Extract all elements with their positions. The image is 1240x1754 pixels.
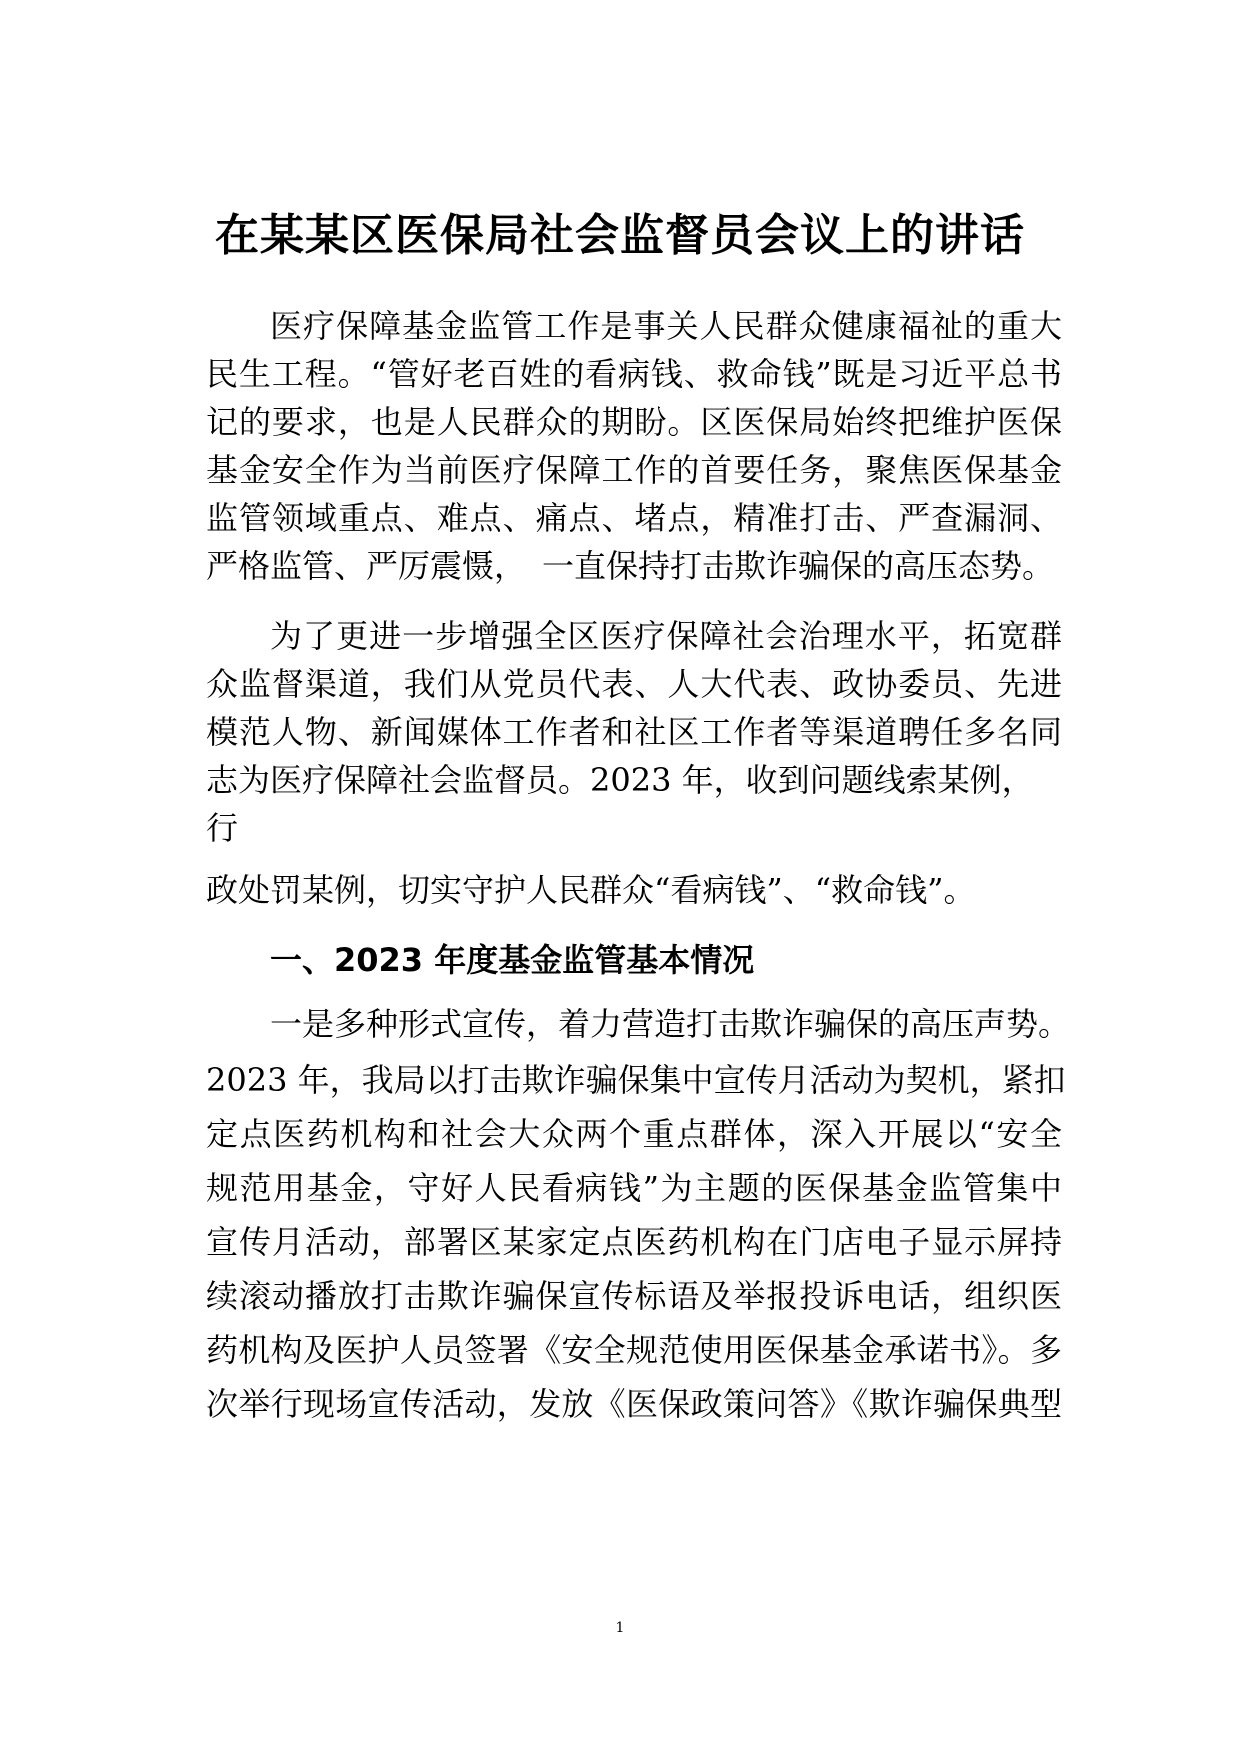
paragraph-3-line-3: 定点医药机构和社会大众两个重点群体，深入开展以“安全 [206,1115,1062,1153]
paragraph-2-line-6: 政处罚某例，切实守护人民群众“看病钱”、“救命钱”。 [206,871,976,909]
paragraph-1-line-2: 民生工程。“管好老百姓的看病钱、救命钱”既是习近平总书 [206,355,1062,393]
document-title: 在某某区医保局社会监督员会议上的讲话 [215,210,1025,261]
paragraph-2-line-1: 为了更进一步增强全区医疗保障社会治理水平，拓宽群 [270,617,1062,655]
paragraph-2-line-2: 众监督渠道，我们从党员代表、人大代表、政协委员、先进 [206,665,1062,703]
paragraph-1-line-4: 基金安全作为当前医疗保障工作的首要任务，聚焦医保基金 [206,451,1062,489]
paragraph-1-line-5: 监管领域重点、难点、痛点、堵点，精准打击、严查漏洞、 [206,499,1062,537]
paragraph-3-line-2: 2023 年，我局以打击欺诈骗保集中宣传月活动为契机，紧扣 [206,1061,1066,1099]
paragraph-3-line-1: 一是多种形式宣传，着力营造打击欺诈骗保的高压声势。 [270,1005,1071,1043]
paragraph-1-line-1: 医疗保障基金监管工作是事关人民群众健康福祉的重大 [270,307,1062,345]
paragraph-2-line-3: 模范人物、新闻媒体工作者和社区工作者等渠道聘任多名同 [206,713,1062,751]
paragraph-2-line-5: 行 [206,809,239,847]
paragraph-1-line-3: 记的要求，也是人民群众的期盼。区医保局始终把维护医保 [206,403,1062,441]
paragraph-2-line-4: 志为医疗保障社会监督员。2023 年，收到问题线索某例， [206,761,1034,799]
paragraph-3-line-7: 药机构及医护人员签署《安全规范使用医保基金承诺书》。多 [206,1331,1062,1369]
page-number: 1 [615,1620,625,1636]
paragraph-3-line-6: 续滚动播放打击欺诈骗保宣传标语及举报投诉电话，组织医 [206,1277,1062,1315]
paragraph-1-line-6: 严格监管、严厉震慑， 一直保持打击欺诈骗保的高压态势。 [206,547,1055,585]
paragraph-3-line-5: 宣传月活动，部署区某家定点医药机构在门店电子显示屏持 [206,1223,1062,1261]
paragraph-3-line-4: 规范用基金，守好人民看病钱”为主题的医保基金监管集中 [206,1169,1062,1207]
paragraph-3-line-8: 次举行现场宣传活动，发放《医保政策问答》《欺诈骗保典型 [206,1385,1062,1423]
section-1-heading: 一、2023 年度基金监管基本情况 [270,941,755,979]
